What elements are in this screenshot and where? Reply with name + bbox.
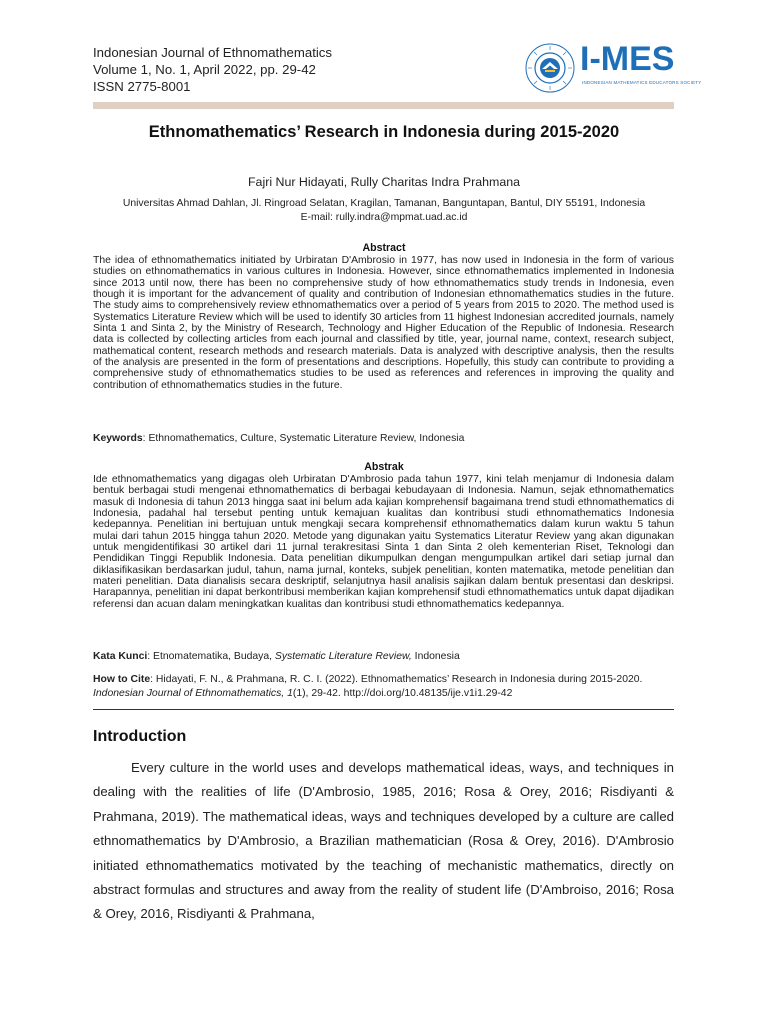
logo-wordmark: I-MES <box>580 40 675 78</box>
journal-issn: ISSN 2775-8001 <box>93 79 191 94</box>
keywords <box>93 433 674 445</box>
introduction-heading: Introduction <box>93 728 187 745</box>
kata-kunci-label: Kata Kunci <box>93 651 148 662</box>
cite-line1: : Hidayati, F. N., & Prahmana, R. C. I. (2022). Ethnomathematics’ Research in Indonesia during 2015-2020. <box>150 674 643 685</box>
cite-doi[interactable]: (1), 29-42. http://doi.org/10.48135/ije.v1i1.29-42 <box>292 687 513 699</box>
kata-kunci-list: : Etnomatematika, Budaya, <box>147 651 275 662</box>
keywords-label: Keywords <box>93 433 143 444</box>
journal-volume: Volume 1, No. 1, April 2022, pp. 29-42 <box>93 62 316 77</box>
abstrak-text: Ide ethnomathematics yang digagas oleh Urbiratan D'Ambrosio pada tahun 1977, kini telah menjamur di Indonesia dalam bentuk berbagai studi mengenai ethnomathematics di berbagai kebudayaan di Indonesia. Namun, sejak ethnomathematics masuk di Indonesia di tahun 2013 hingga saat ini belum ada kajian komprehensif bagaimana trend studi ethnomathematics di Indonesia, padahal hal tersebut penting untuk kemajuan kualitas dan kontribusi studi ethnomathematics Indonesia kedepannya. Penelitian ini bertujuan untuk mengkaji secara komprehensif ethnomathematics dalam kurun waktu 5 tahun mulai dari tahun 2015 hingga tahun 2020. Metode yang digunakan yaitu Systematics Literatur Review yang akan digunakan untuk mengidentifikasi 30 artikel dari 11 jurnal terakresitasi Sinta 1 dan Sinta 2 oleh kementerian Riset, Teknologi dan Pendidikan Tinggi Republik Indonesia. Data penelitian dikumpulkan dengan mengumpulkan artikel dari setiap jurnal dan diklasifikasikan berdasarkan judul, tahun, nama jurnal, konteks, subjek penelitian, konten matematika, metode penelitian dan materi penelitian. Data dianalisis secara deskriptif, selanjutnya hasil analisis sajikan dalam bentuk presentasi dan deskripsi. Harapannya, penelitian ini dapat berkontribusi memberikan kajian komprehensif studi ethnomathematics untuk dapat dijadikan referensi dan acuan dalam meningkatkan kualitas dan kontribusi studi ethnomathematics kedepannya. <box>93 474 674 610</box>
kata-kunci <box>93 651 674 663</box>
author-affiliation-block <box>0 197 768 224</box>
contact-email: E-mail: rully.indra@mpmat.uad.ac.id <box>300 211 468 223</box>
introduction-text: Every culture in the world uses and develops mathematical ideas, ways, and techniques in dealing with the realities of life (D'Ambrosio, 1985, 2016; Rosa & Orey, 2016; Risdiyanti & Prahmana, 2019). The mathematical ideas, ways and techniques developed by a culture are called ethnomathematics by D'Ambrosio, a Brazilian mathematician (Rosa & Orey, 2016). D'Ambrosio initiated ethnomathematics motivated by the teaching of mechanistic mathematics, directly on abstract formulas and structures and away from the reality of student life (D'Ambroiso, 2016; Rosa & Orey, 2016, Risdiyanti & Prahmana, <box>93 760 674 922</box>
how-to-cite <box>93 673 674 700</box>
abstract-text: The idea of ethnomathematics initiated by Urbiratan D'Ambrosio in 1977, has now used in Indonesia in the form of various studies on ethnomathematics in various cultures in Indonesia. However, since ethnomathematics implemented in Indonesia since 2013 until now, there has been no comprehensive study of how ethnomathematics study trends in Indonesia, even though it is important for the advancement of quality and contribution of Indonesian ethnomathematics studies in the future. The study aims to comprehensively review ethnomathematics over a period of 5 years from 2015 to 2020. The method used is Systematics Literature Review which will be used to identify 30 articles from 11 highest Indonesian accredited journals, namely Sinta 1 and Sinta 2, by the Ministry of Research, Technology and Higher Education of the Republic of Indonesia. Research data is collected by collecting articles from each journal and classified by title, year, journal name, context, research subject, mathematical content, research methods and research materials. Data is analyzed with descriptive analysis, then the results of the analysis are presented in the form of presentations and descriptions. Hopefully, this study can contribute to providing a comprehensive study of ethnomathematics studies to be used as references and references in improving the quality and contribution of ethnomathematics studies in the future. <box>93 255 674 391</box>
keywords-list: : Ethnomathematics, Culture, Systematic Literature Review, Indonesia <box>142 433 465 444</box>
abstract-heading: Abstract <box>362 242 406 254</box>
imes-seal-icon <box>524 42 576 94</box>
cite-label: How to Cite <box>93 674 151 685</box>
paper-authors: Fajri Nur Hidayati, Rully Charitas Indra Prahmana <box>247 175 520 189</box>
imes-logo <box>524 38 702 100</box>
journal-header <box>93 44 332 95</box>
abstrak-heading: Abstrak <box>364 461 404 473</box>
affiliation: Universitas Ahmad Dahlan, Jl. Ringroad Selatan, Kragilan, Tamanan, Banguntapan, Bantul, DIY 55191, Indonesia <box>122 198 646 209</box>
section-divider <box>93 709 674 710</box>
cite-journal: Indonesian Journal of Ethnomathematics, 1 <box>93 687 293 699</box>
kata-kunci-italic: Systematic Literature Review, <box>274 651 412 662</box>
journal-name: Indonesian Journal of Ethnomathematics <box>93 45 332 60</box>
logo-subtitle: INDONESIAN MATHEMATICS EDUCATORS SOCIETY <box>582 80 702 85</box>
kata-kunci-tail: Indonesia <box>411 651 460 662</box>
paper-title: Ethnomathematics’ Research in Indonesia during 2015-2020 <box>148 123 620 141</box>
header-divider <box>93 102 674 109</box>
